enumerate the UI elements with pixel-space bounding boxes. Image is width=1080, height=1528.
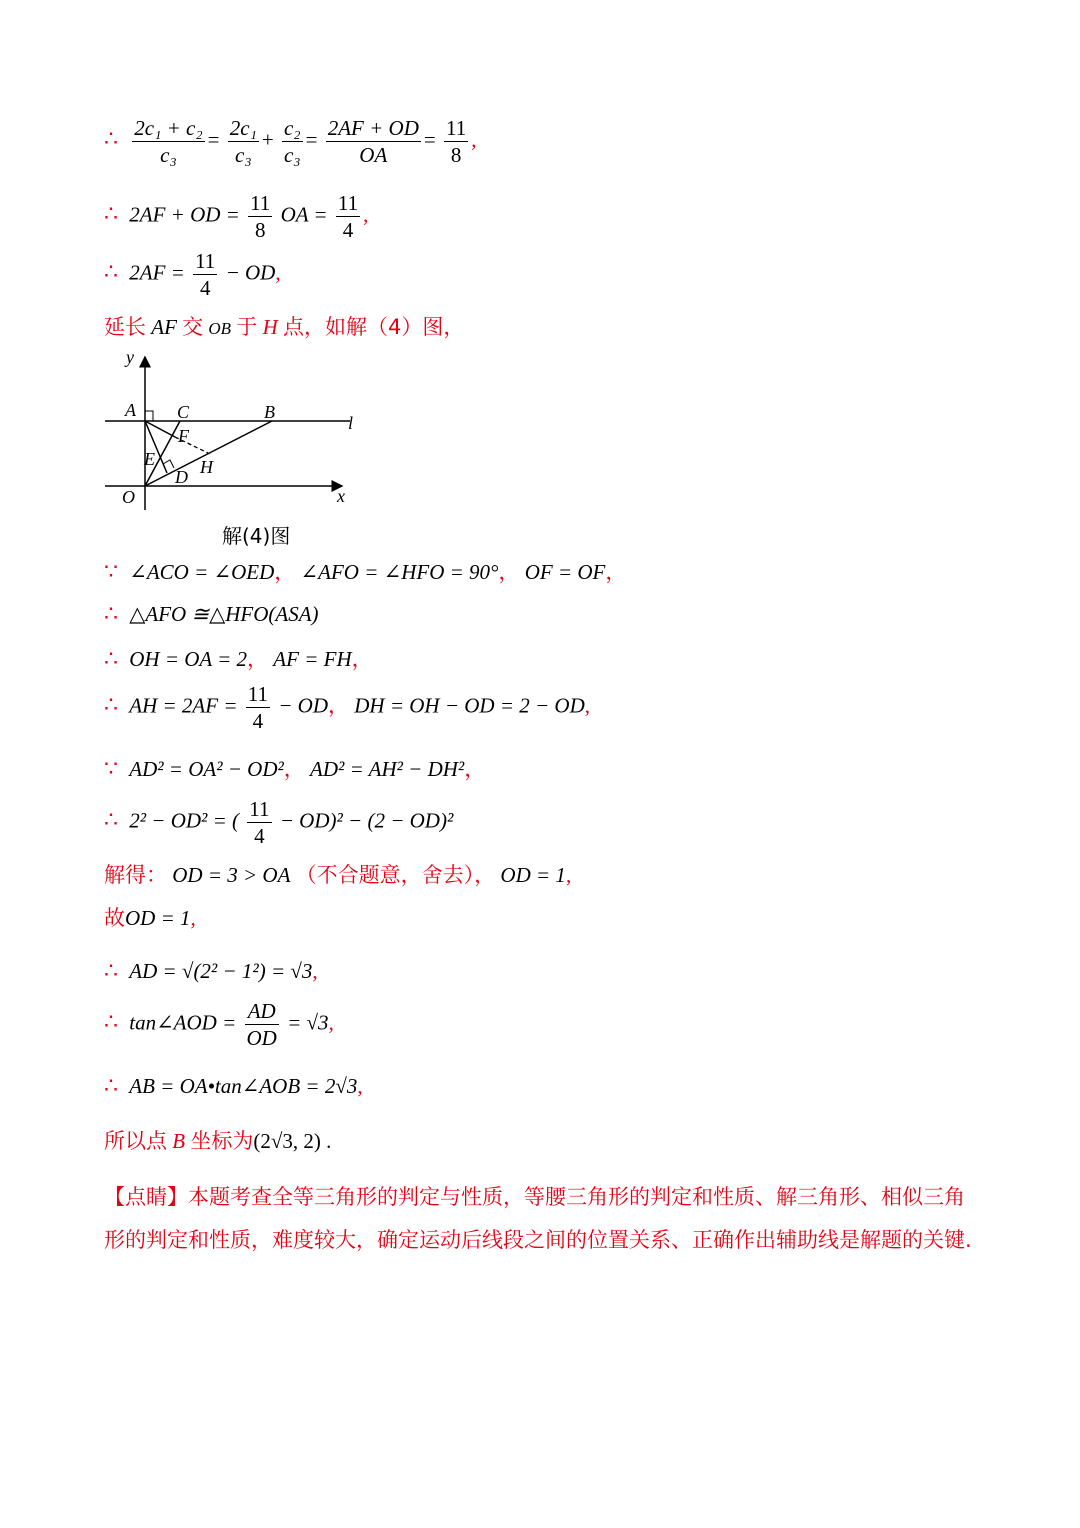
text-line-solve: 解得： OD = 3 > OA （不合题意，舍去）， OD = 1,	[104, 863, 572, 887]
fraction: $\frac{\text{c₂}}{\text{c₃}}$	[283, 116, 301, 167]
label-E: E	[144, 449, 155, 469]
fraction: $\frac{11}{4}$	[195, 249, 216, 300]
label-B: B	[264, 402, 275, 422]
label-A: A	[125, 400, 136, 420]
commentary-note	[104, 1176, 984, 1262]
eq-line-7: ∴ OH = OA = 2， AF = FH，	[104, 646, 373, 671]
eq-line-13: ∴ AD = √(2² − 1²) = √3,	[104, 958, 318, 983]
eq-line-9: ∵ AD² = OA² − OD²， AD² = AH² − DH²，	[104, 756, 486, 781]
eq-line-5: ∵ ∠ACO = ∠OED， ∠AFO = ∠HFO = 90°， OF = OF，	[104, 559, 627, 584]
fraction: $\frac{\text{2c₁ + c₂}}{\text{c₃}}$	[134, 116, 203, 167]
eq-line-8: ∴ AH = 2AF = $\frac{11}{4}$ − OD， DH = OH − OD = 2 − OD,	[104, 682, 591, 733]
label-F: F	[178, 426, 189, 446]
eq-line-10: ∴ 2² − OD² = ( $\frac{11}{4}$ − OD)² − (2 − OD)²	[104, 797, 454, 848]
label-H: H	[200, 457, 213, 477]
geometry-figure	[100, 345, 370, 520]
label-x: x	[337, 486, 345, 506]
text-line-coords: 所以点 B 坐标为(2√3, 2) .	[104, 1129, 332, 1153]
fraction: $\frac{11}{4}$	[249, 797, 270, 848]
fraction: $\frac{2AF + OD}{OA}$	[327, 116, 419, 167]
eq-line-3: ∴ 2AF = $\frac{11}{4}$ − OD,	[104, 249, 281, 300]
eq-line-14: ∴ tan∠AOD = $\frac{AD}{OD}$ = √3,	[104, 999, 334, 1050]
fraction: $\frac{AD}{OD}$	[246, 999, 277, 1050]
note-tag: 【点睛】	[104, 1185, 188, 1209]
eq-line-1: ∴ $\frac{\text{2c₁ + c₂}}{\text{c₃}}$ = $\frac{\text{2c₁}}{\text{c₃}}$ + $\frac{\text{c₂}}{\text{c₃}}$ = $\frac{2AF + OD}{OA}$ = $\frac{11}{8}$ ,	[104, 116, 477, 167]
eq-line-15: ∴ AB = OA•tan∠AOB = 2√3,	[104, 1073, 363, 1098]
text-line-therefore: 故OD = 1,	[104, 906, 196, 930]
fraction: $\frac{11}{8}$	[445, 116, 467, 167]
fraction: $\frac{11}{4}$	[247, 682, 268, 733]
note-text: 本题考查全等三角形的判定与性质，等腰三角形的判定和性质、解三角形、相似三角形的判定和性质，难度较大，确定运动后线段之间的位置关系、正确作出辅助线是解题的关键.	[104, 1185, 972, 1252]
fraction: $\frac{11}{4}$	[337, 191, 359, 242]
eq-line-2: ∴ 2AF + OD = $\frac{11}{8}$ OA = $\frac{11}{4}$ ,	[104, 191, 369, 242]
text-line-extend: 延长 AF 交 OB 于 H 点，如解（4）图，	[104, 315, 465, 339]
eq-line-6: ∴ △AFO ≅△HFO(ASA)	[104, 601, 319, 626]
label-C: C	[177, 402, 190, 422]
right-angle-A	[145, 411, 153, 421]
fraction: $\frac{11}{8}$	[250, 191, 271, 242]
label-D: D	[175, 467, 188, 487]
label-y: y	[126, 347, 134, 367]
figure-caption: 解(4)图	[222, 524, 291, 548]
segment-AF	[145, 421, 175, 437]
label-O: O	[122, 487, 135, 507]
fraction: $\frac{\text{2c₁}}{\text{c₃}}$	[229, 116, 257, 167]
label-l: l	[348, 413, 354, 433]
